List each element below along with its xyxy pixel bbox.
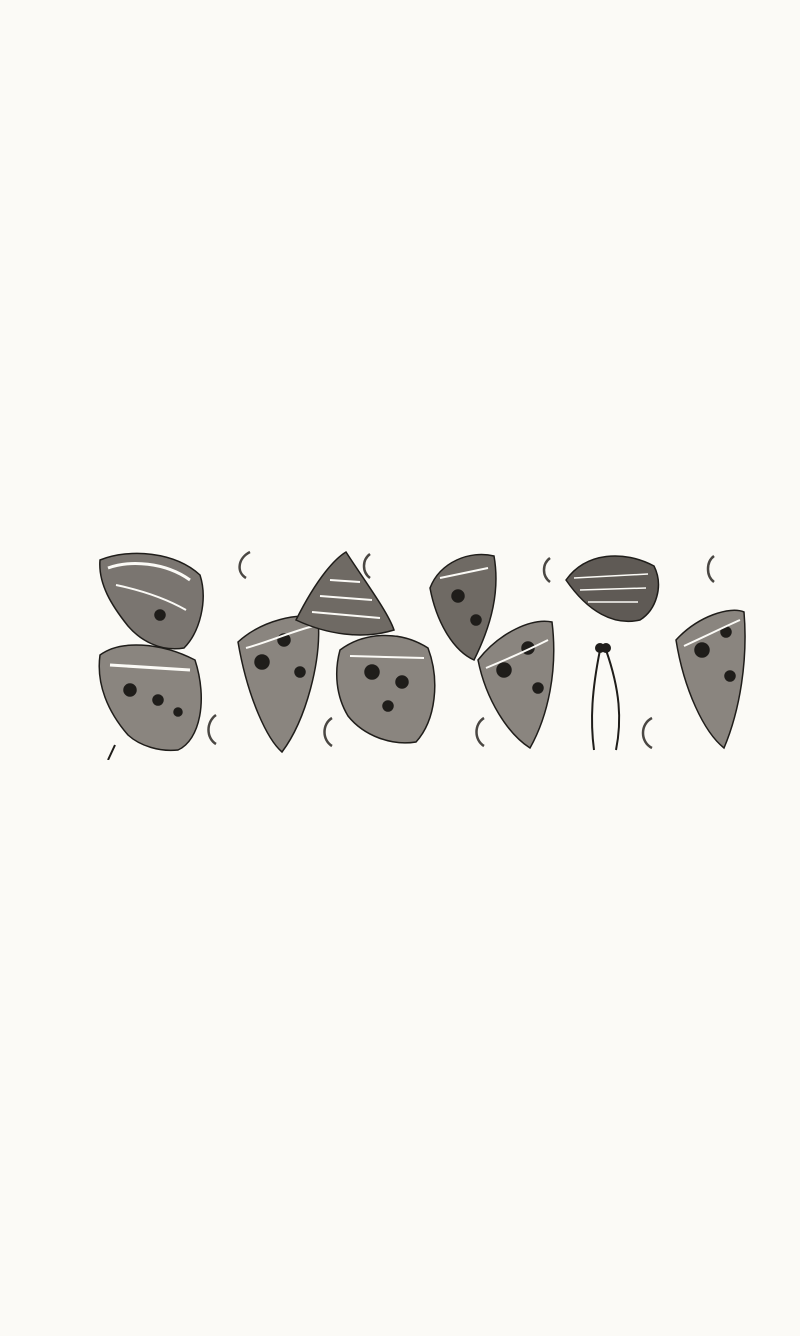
c-mark-jj (364, 554, 370, 578)
paragraph-grapta-satyrus (80, 925, 790, 952)
butterfly-wing-d (478, 621, 554, 748)
butterfly-wing-f (296, 552, 394, 635)
butterfly-wing-h (676, 610, 745, 748)
c-mark-dd (544, 558, 550, 582)
antennae-e (592, 644, 619, 750)
c-mark-aa (209, 715, 217, 744)
butterfly-wing-c (337, 635, 435, 742)
butterfly-wing-b (238, 616, 319, 752)
c-mark-g (643, 718, 652, 748)
c-mark-kk (240, 552, 250, 578)
butterfly-wing-j (430, 554, 496, 660)
butterfly-wing-i (566, 556, 658, 621)
c-mark-bb (325, 718, 333, 746)
butterfly-wing-k (100, 553, 203, 648)
butterfly-wing-a (99, 645, 201, 760)
c-mark-cc (477, 718, 485, 746)
c-mark-hh (708, 556, 714, 582)
